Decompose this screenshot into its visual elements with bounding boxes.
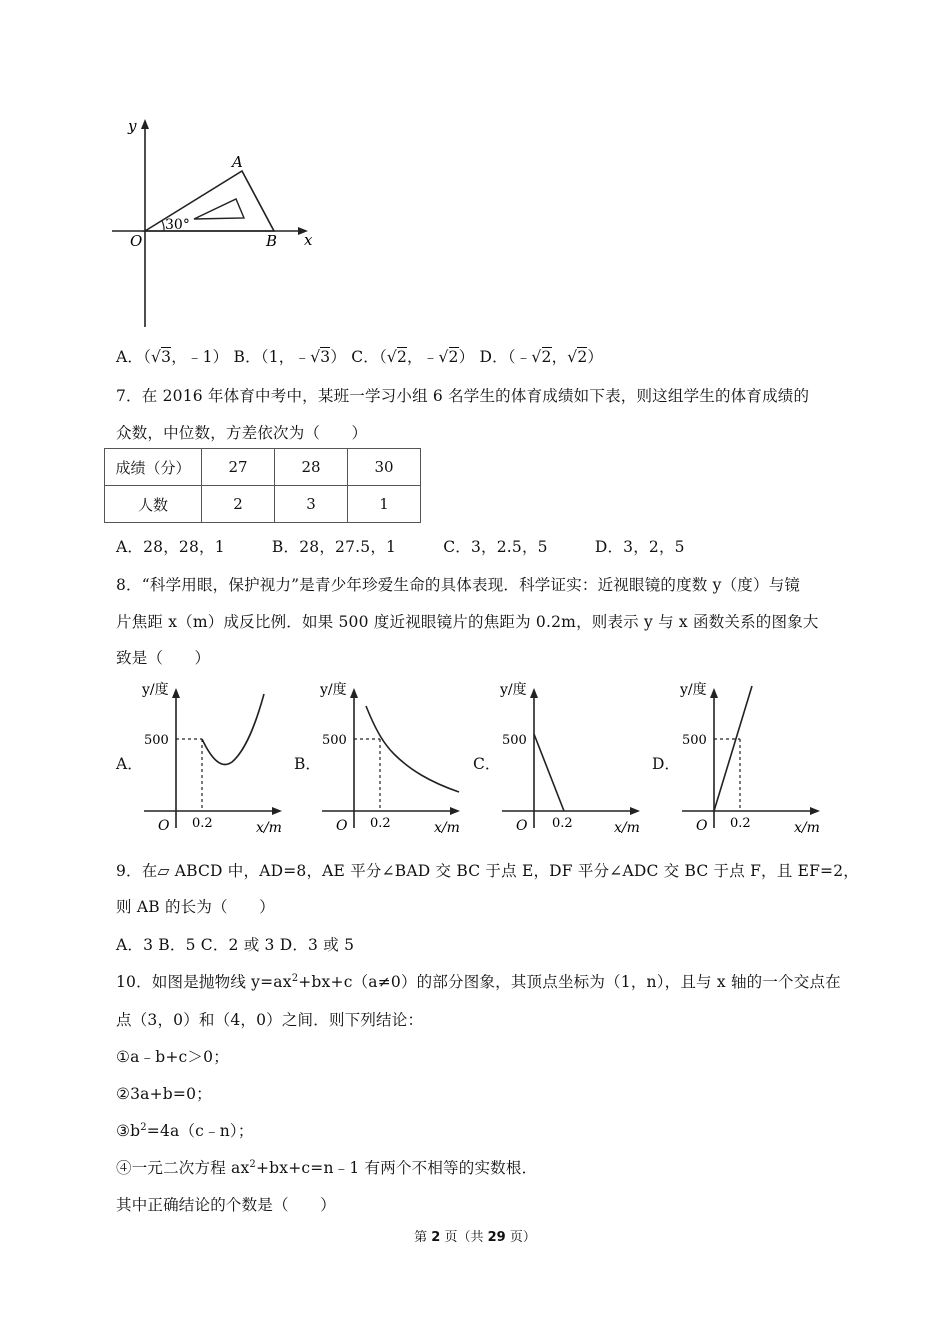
q8-line-2: 片焦距 x（m）成反比例．如果 500 度近视眼镜片的焦距为 0.2m，则表示 y 与 x 函数关系的图象大 bbox=[116, 613, 819, 631]
q8-option-c-label: C． bbox=[473, 755, 501, 773]
graph-line bbox=[714, 686, 752, 811]
q10-line-1: 10．如图是抛物线 $y=ax^2+bx+c(a\ne 0)$的部分图象，其顶点坐标为（1，n），且与 x 轴的一个交点在 bbox=[116, 972, 841, 991]
q6-point-a-label: A bbox=[232, 153, 243, 171]
table-cell: 2 bbox=[202, 486, 275, 523]
graph-x-tick: 0.2 bbox=[370, 816, 391, 831]
table-cell: 1 bbox=[348, 486, 421, 523]
graph-curve bbox=[202, 694, 264, 765]
q6-angle-arc bbox=[162, 221, 164, 231]
q8-option-a-label: A． bbox=[116, 755, 143, 773]
q6-point-b-label: B bbox=[266, 232, 278, 250]
graph-y-label: y/度 bbox=[142, 682, 169, 698]
table-cell: 28 bbox=[275, 449, 348, 486]
q8-line-1: 8．“科学用眼，保护视力”是青少年珍爱生命的具体表现．科学证实：近视眼镜的度数 y（度）与镜 bbox=[116, 576, 801, 594]
graph-line bbox=[534, 734, 564, 811]
graph-x-tick: 0.2 bbox=[192, 816, 213, 831]
table-cell: 27 bbox=[202, 449, 275, 486]
graph-origin: O bbox=[158, 818, 170, 834]
q8-option-d-label: D． bbox=[652, 755, 680, 773]
q6-inner-triangle bbox=[194, 199, 244, 219]
q9-line-2: 则 AB 的长为（ ） bbox=[116, 898, 275, 916]
graph-x-arrow bbox=[272, 807, 282, 815]
table-row bbox=[105, 449, 421, 486]
page-footer: 第 2 页（共 29 页） bbox=[414, 1230, 536, 1245]
table-header-cell: 成绩（分） bbox=[105, 449, 202, 486]
graph-x-arrow bbox=[450, 807, 460, 815]
q9-options: A．3 B．5 C．2 或 3 D．3 或 5 bbox=[116, 936, 355, 954]
graph-curve bbox=[366, 706, 459, 792]
graph-y-arrow bbox=[172, 688, 180, 698]
q7-line-2: 众数，中位数，方差依次为（ ） bbox=[116, 424, 368, 442]
q6-origin-label: O bbox=[130, 232, 143, 250]
q6-angle-label: 30° bbox=[165, 217, 190, 233]
q7-line-1: 7．在 2016 年体育中考中，某班一学习小组 6 名学生的体育成绩如下表，则这组学生的体育成绩的 bbox=[116, 387, 810, 405]
graph-y-tick: 500 bbox=[682, 733, 707, 748]
graph-origin: O bbox=[516, 818, 528, 834]
table-row bbox=[105, 486, 421, 523]
q6-y-arrow bbox=[141, 119, 149, 129]
q10-conclusion-1: ①a﹣b+c＞0； bbox=[116, 1048, 229, 1066]
graph-y-tick: 500 bbox=[144, 733, 169, 748]
total-pages: 29 bbox=[487, 1230, 506, 1245]
graph-y-arrow bbox=[530, 688, 538, 698]
page-number: 2 bbox=[431, 1230, 441, 1245]
q8-line-3: 致是（ ） bbox=[116, 649, 211, 667]
graph-y-tick: 500 bbox=[502, 733, 527, 748]
graph-y-label: y/度 bbox=[500, 682, 527, 698]
q10-conclusion-4: ④一元二次方程 $ax^2+bx+c=n﹣1$ 有两个不相等的实数根． bbox=[116, 1158, 538, 1177]
q6-options: A．（√3，﹣1） B．（1，﹣√3） C．（√2，﹣√2） D．（﹣√2，√2） bbox=[116, 348, 604, 366]
q10-conclusion-2: ②3a+b=0； bbox=[116, 1085, 212, 1103]
graph-x-tick: 0.2 bbox=[552, 816, 573, 831]
graph-origin: O bbox=[336, 818, 348, 834]
graph-x-label: x/m bbox=[794, 820, 820, 836]
graph-y-label: y/度 bbox=[320, 682, 347, 698]
graph-y-arrow bbox=[710, 688, 718, 698]
graph-x-label: x/m bbox=[434, 820, 460, 836]
graph-origin: O bbox=[696, 818, 708, 834]
q6-x-label: x bbox=[304, 231, 313, 249]
q7-score-table bbox=[104, 448, 421, 523]
graph-y-label: y/度 bbox=[680, 682, 707, 698]
graph-x-tick: 0.2 bbox=[730, 816, 751, 831]
q10-line-2: 点（3，0）和（4，0）之间．则下列结论： bbox=[116, 1011, 424, 1029]
table-cell: 30 bbox=[348, 449, 421, 486]
q9-line-1: 9．在▱ ABCD 中，AD=8，AE 平分∠BAD 交 BC 于点 E，DF 平分∠ADC 交 BC 于点 F，且 EF=2， bbox=[116, 862, 859, 880]
graph-x-label: x/m bbox=[256, 820, 282, 836]
q10-question: 其中正确结论的个数是（ ） bbox=[116, 1196, 336, 1214]
q8-graph-a bbox=[136, 678, 286, 843]
graph-x-arrow bbox=[810, 807, 820, 815]
q8-graph-b bbox=[314, 678, 464, 843]
table-header-cell: 人数 bbox=[105, 486, 202, 523]
graph-y-arrow bbox=[350, 688, 358, 698]
q10-conclusion-3: $③b^2=4a(c﹣n)$； bbox=[116, 1121, 254, 1140]
graph-x-label: x/m bbox=[614, 820, 640, 836]
q6-triangle-figure bbox=[108, 115, 318, 330]
q8-graph-c bbox=[494, 678, 644, 843]
graph-x-arrow bbox=[630, 807, 640, 815]
sqrt-symbol: √ bbox=[151, 348, 162, 366]
q8-graph-d bbox=[674, 678, 824, 843]
q6-y-label: y bbox=[128, 117, 137, 135]
q8-option-b-label: B． bbox=[294, 755, 321, 773]
table-cell: 3 bbox=[275, 486, 348, 523]
q7-options: A．28，28，1 B．28，27.5，1 C．3，2.5，5 D．3，2，5 bbox=[116, 538, 685, 556]
graph-y-tick: 500 bbox=[322, 733, 347, 748]
